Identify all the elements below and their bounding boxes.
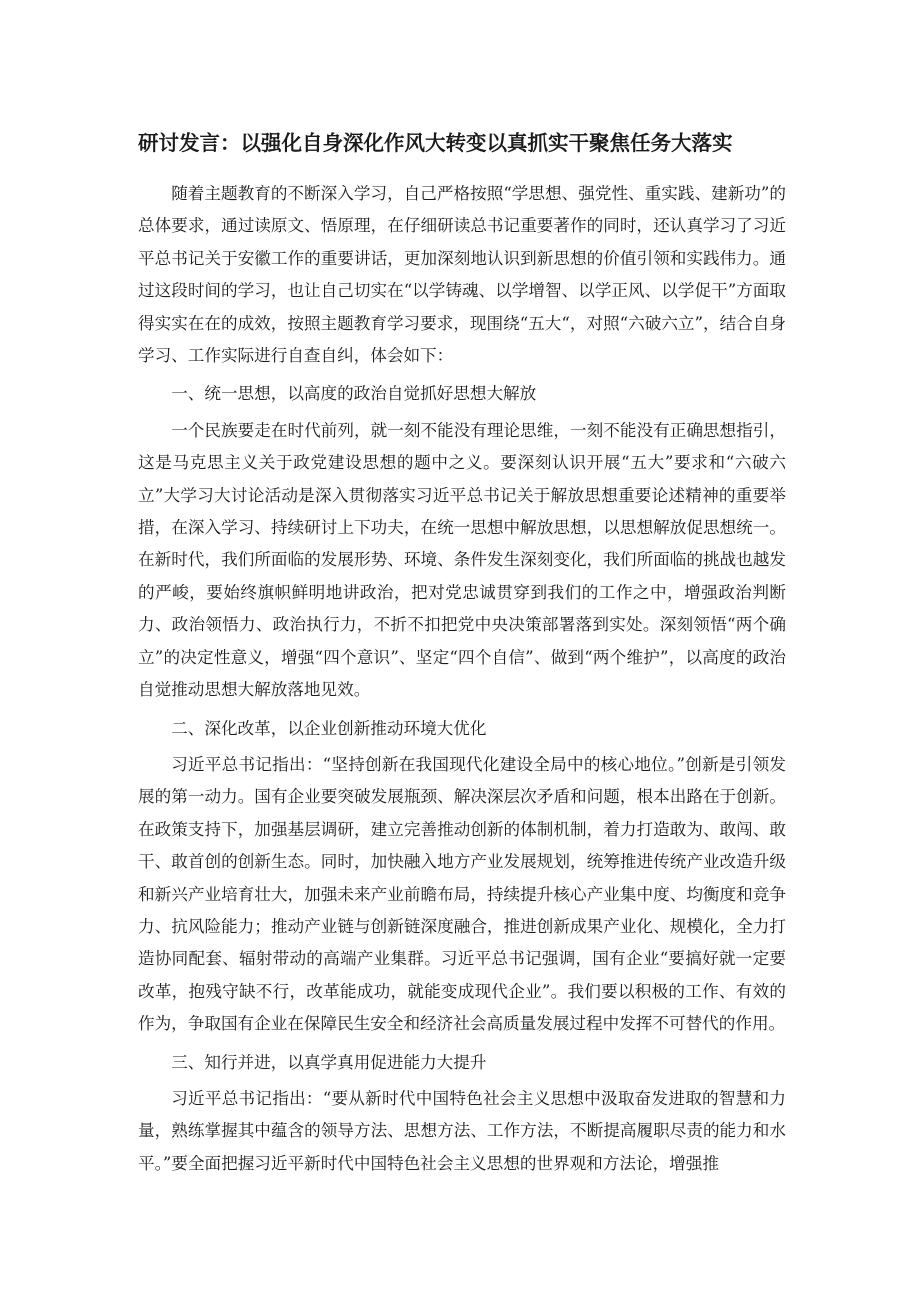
section-3-heading: 三、知行并进，以真学真用促进能力大提升 [171, 1052, 487, 1072]
document-page [138, 128, 786, 1180]
section-1-heading: 一、统一思想，以高度的政治自觉抓好思想大解放 [171, 384, 537, 404]
section-3-body: 习近平总书记指出：“要从新时代中国特色社会主义思想中汲取奋发进取的智慧和力量，熟练掌握其中蕴含的领导方法、思想方法、工作方法，不断提高履职尽责的能力和水平。”要全面把握习近平新时代中国特色社会主义思想的世界观和方法论，增强推 [138, 1088, 786, 1173]
section-2-heading: 二、深化改革，以企业创新推动环境大优化 [171, 718, 487, 738]
intro-paragraph: 随着主题教育的不断深入学习，自己严格按照“学思想、强党性、重实践、建新功”的总体要求，通过读原文、悟原理，在仔细研读总书记重要著作的同时，还认真学习了习近平总书记关于安徽工作的重要讲话，更加深刻地认识到新思想的价值引领和实践伟力。通过这段时间的学习，也让自己切实在“以学铸魂、以学增智、以学正风、以学促干”方面取得实实在在的成效，按照主题教育学习要求，现围绕“五大“，对照“六破六立”，结合自身学习、工作实际进行自查自纠，体会如下： [138, 184, 786, 366]
section-2-body: 习近平总书记指出：“坚持创新在我国现代化建设全局中的核心地位。”创新是引领发展的第一动力。国有企业要突破发展瓶颈、解决深层次矛盾和问题，根本出路在于创新。在政策支持下，加强基层调研，建立完善推动创新的体制机制，着力打造敢为、敢闯、敢干、敢首创的创新生态。同时，加快融入地方产业发展规划，统筹推进传统产业改造升级和新兴产业培育壮大，加强未来产业前瞻布局，持续提升核心产业集中度、均衡度和竞争力、抗风险能力；推动产业链与创新链深度融合，推进创新成果产业化、规模化，全力打造协同配套、辐射带动的高端产业集群。习近平总书记强调，国有企业“要搞好就一定要改革，抱残守缺不行，改革能成功，就能变成现代企业”。我们要以积极的工作、有效的作为，争取国有企业在保障民生安全和经济社会高质量发展过程中发挥不可替代的作用。 [138, 754, 786, 1034]
document-title: 研讨发言：以强化自身深化作风大转变以真抓实干聚焦任务大落实 [138, 131, 733, 155]
section-1-body: 一个民族要走在时代前列，就一刻不能没有理论思维，一刻不能没有正确思想指引，这是马克思主义关于政党建设思想的题中之义。要深刻认识开展“五大”要求和“六破六立”大学习大讨论活动是深入贯彻落实习近平总书记关于解放思想重要论述精神的重要举措，在深入学习、持续研讨上下功夫，在统一思想中解放思想，以思想解放促思想统一。在新时代，我们所面临的发展形势、环境、条件发生深刻变化，我们所面临的挑战也越发的严峻，要始终旗帜鲜明地讲政治，把对党忠诚贯穿到我们的工作之中，增强政治判断力、政治领悟力、政治执行力，不折不扣把党中央决策部署落到实处。深刻领悟“两个确立”的决定性意义，增强“四个意识”、坚定“四个自信”、做到“两个维护”，以高度的政治自觉推动思想大解放落地见效。 [138, 420, 786, 700]
